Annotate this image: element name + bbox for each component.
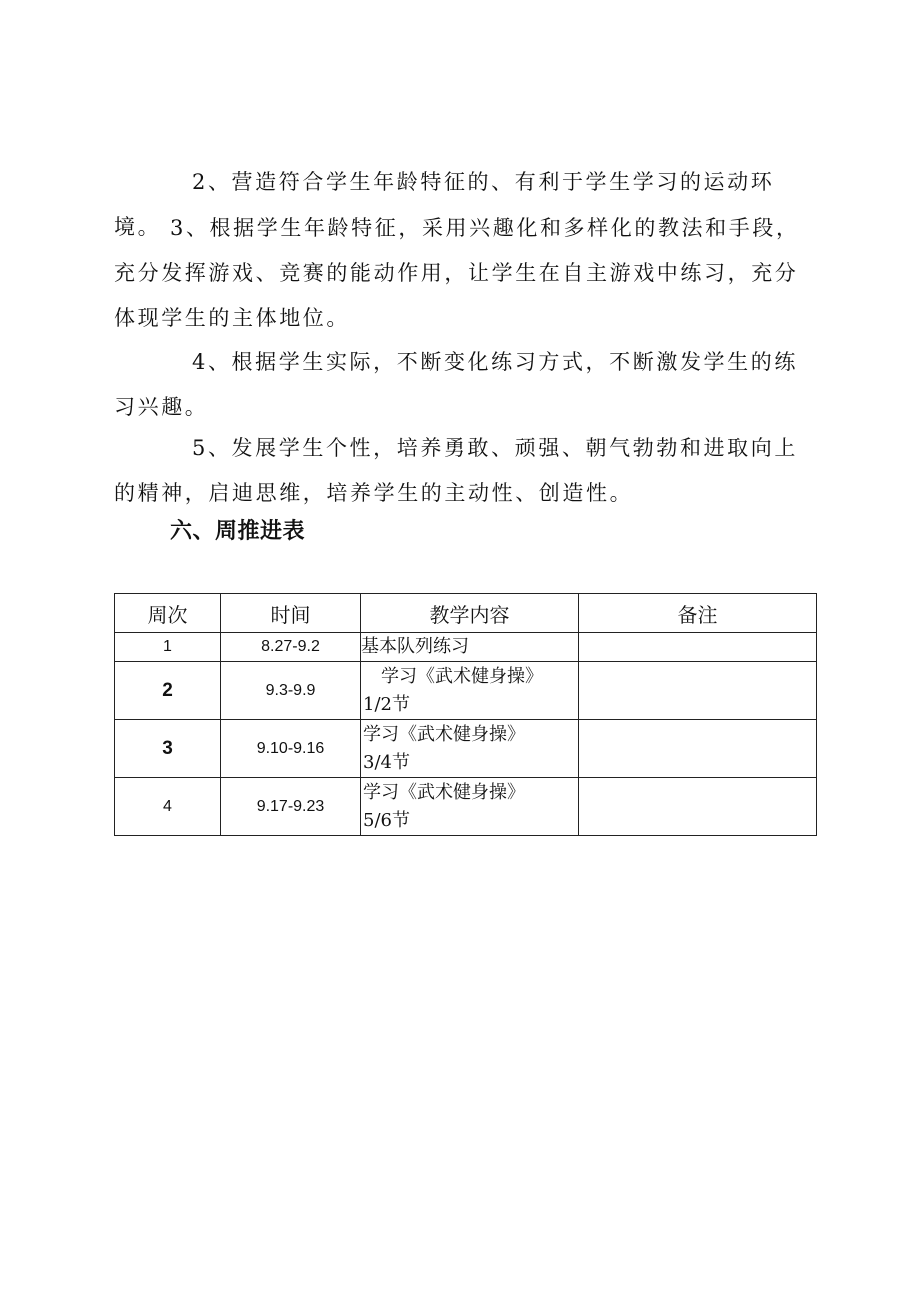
paragraph-2: 2、营造符合学生年龄特征的、有利于学生学习的运动环境。 (114, 170, 775, 239)
date-cell: 8.27-9.2 (221, 633, 361, 662)
week-cell: 1 (115, 633, 221, 662)
date-cell: 9.17-9.23 (221, 778, 361, 836)
week-cell: 4 (115, 778, 221, 836)
table-row (115, 720, 817, 778)
table-header-row (115, 594, 817, 633)
note-cell (579, 720, 817, 778)
content-line: 1/2节 (363, 693, 410, 715)
content-line: 5/6节 (363, 809, 410, 831)
content-cell (361, 720, 579, 778)
note-cell (579, 633, 817, 662)
note-cell (579, 662, 817, 720)
table-row (115, 662, 817, 720)
week-cell: 3 (115, 720, 221, 778)
content-cell (361, 633, 579, 662)
week-cell: 2 (115, 662, 221, 720)
content-cell (361, 778, 579, 836)
header-note: 备注 (579, 594, 817, 633)
weekly-schedule-table (114, 593, 817, 836)
content-line: 基本队列练习 (361, 636, 469, 657)
date-cell: 9.10-9.16 (221, 720, 361, 778)
section-heading: 六、周推进表 (170, 519, 306, 544)
content-line: 学习《武术健身操》 (381, 665, 543, 687)
paragraph-3: 3、根据学生年龄特征，采用兴趣化和多样化的教法和手段，充分发挥游戏、竞赛的能动作用，让学生在自主游戏中练习，充分体现学生的主体地位。 (114, 216, 800, 330)
paragraph-5: 5、发展学生个性，培养勇敢、顽强、朝气勃勃和进取向上的精神，启迪思维，培养学生的主动性、创造性。 (114, 436, 798, 505)
content-line: 学习《武术健身操》 (363, 781, 525, 803)
content-line: 3/4节 (363, 751, 410, 773)
paragraph-4: 4、根据学生实际，不断变化练习方式，不断激发学生的练习兴趣。 (114, 350, 798, 419)
header-content: 教学内容 (361, 594, 579, 633)
content-cell (361, 662, 579, 720)
header-week: 周次 (115, 594, 221, 633)
table-row (115, 778, 817, 836)
date-cell: 9.3-9.9 (221, 662, 361, 720)
content-line: 学习《武术健身操》 (363, 723, 525, 745)
header-time: 时间 (221, 594, 361, 633)
table-row (115, 633, 817, 662)
note-cell (579, 778, 817, 836)
